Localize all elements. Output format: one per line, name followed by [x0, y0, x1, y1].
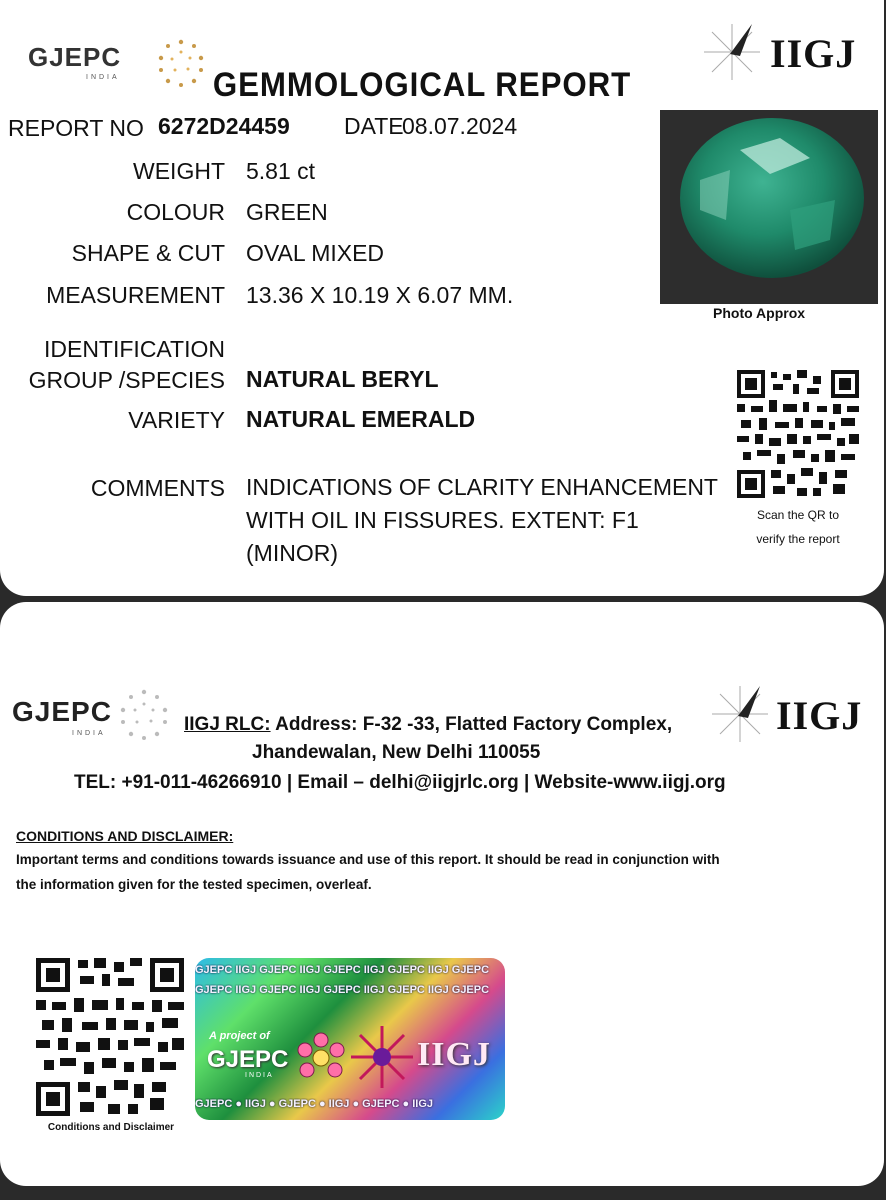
hologram-bottom-text: GJEPC ● IIGJ ● GJEPC ● IIGJ ● GJEPC ● IIGJ — [195, 1098, 434, 1110]
qr-code-icon — [737, 370, 859, 498]
report-front-card — [0, 0, 884, 596]
star-burst-icon — [349, 1024, 415, 1090]
hologram-iigj: IIGJ — [417, 1036, 491, 1073]
photo-caption: Photo Approx — [713, 305, 806, 321]
verify-qr-code[interactable] — [737, 370, 859, 498]
report-title: GEMMOLOGICAL REPORT — [212, 66, 632, 104]
variety-label: VARIETY — [128, 407, 225, 433]
qr-caption-line-2: verify the report — [756, 532, 840, 546]
gjepc-logo: GJEPC INDIA — [28, 36, 188, 96]
conditions-line-2: the information given for the tested specimen, overleaf. — [16, 877, 372, 892]
conditions-qr-caption: Conditions and Disclaimer — [47, 1122, 175, 1133]
conditions-qr-code[interactable] — [36, 958, 184, 1118]
conditions-title: CONDITIONS AND DISCLAIMER: — [16, 828, 234, 844]
group-species-label: GROUP /SPECIES — [28, 367, 225, 393]
comments-line-1: INDICATIONS OF CLARITY ENHANCEMENT — [246, 474, 718, 500]
weight-label: WEIGHT — [133, 158, 225, 184]
emerald-image — [660, 110, 878, 304]
measurement-label: MEASUREMENT — [46, 282, 225, 308]
identification-label: IDENTIFICATION — [43, 336, 225, 362]
address-line-1 — [184, 714, 672, 736]
colour-value: GREEN — [246, 199, 328, 225]
conditions-line-1: Important terms and conditions towards issuance and use of this report. It should be read in conjunction with — [16, 852, 720, 867]
hologram-project-text: A project of — [209, 1030, 270, 1042]
shape-cut-value: OVAL MIXED — [246, 240, 385, 266]
date-value: 08.07.2024 — [402, 113, 518, 139]
report-no-label: REPORT NO — [8, 115, 144, 141]
address-label: IIGJ RLC: — [184, 714, 271, 735]
report-back-card — [0, 602, 884, 1186]
iigj-logo: IIGJ — [700, 16, 860, 86]
qr-caption-line-1: Scan the QR to — [756, 508, 840, 522]
address-text: Address: F-32 -33, Flatted Factory Complex, — [275, 714, 673, 735]
shape-cut-label: SHAPE & CUT — [71, 240, 225, 266]
group-species-value: NATURAL BERYL — [246, 366, 439, 392]
measurement-value: 13.36 X 10.19 X 6.07 MM. — [246, 282, 514, 308]
comments-label: COMMENTS — [90, 475, 225, 501]
hologram-sticker — [195, 958, 505, 1120]
gjepc-logo-back: GJEPC INDIA — [12, 686, 172, 746]
flower-icon — [293, 1030, 349, 1086]
date-label: DATE — [344, 113, 404, 139]
hologram-second-text: GJEPC IIGJ GJEPC IIGJ GJEPC IIGJ GJEPC IIGJ GJEPC — [195, 984, 490, 996]
weight-value: 5.81 ct — [246, 158, 316, 184]
variety-value: NATURAL EMERALD — [246, 406, 476, 432]
hologram-top-text: GJEPC IIGJ GJEPC IIGJ GJEPC IIGJ GJEPC IIGJ GJEPC — [195, 964, 490, 976]
hologram-india: INDIA — [245, 1072, 274, 1079]
contact-line: TEL: +91-011-46266910 | Email – delhi@iigjrlc.org | Website-www.iigj.org — [74, 772, 726, 793]
comments-line-2: WITH OIL IN FISSURES. EXTENT: F1 — [246, 507, 639, 533]
sun-burst-icon — [116, 686, 172, 744]
report-no-value: 6272D24459 — [158, 113, 290, 139]
comments-line-3: (MINOR) — [246, 540, 338, 566]
colour-label: COLOUR — [126, 199, 225, 225]
qr-code-icon — [36, 958, 184, 1118]
address-line-2: Jhandewalan, New Delhi 110055 — [252, 742, 541, 763]
gemstone-photo — [660, 110, 878, 304]
hologram-gjepc: GJEPC — [207, 1046, 289, 1073]
star-burst-icon — [708, 682, 772, 746]
iigj-logo-back: IIGJ — [708, 678, 868, 752]
